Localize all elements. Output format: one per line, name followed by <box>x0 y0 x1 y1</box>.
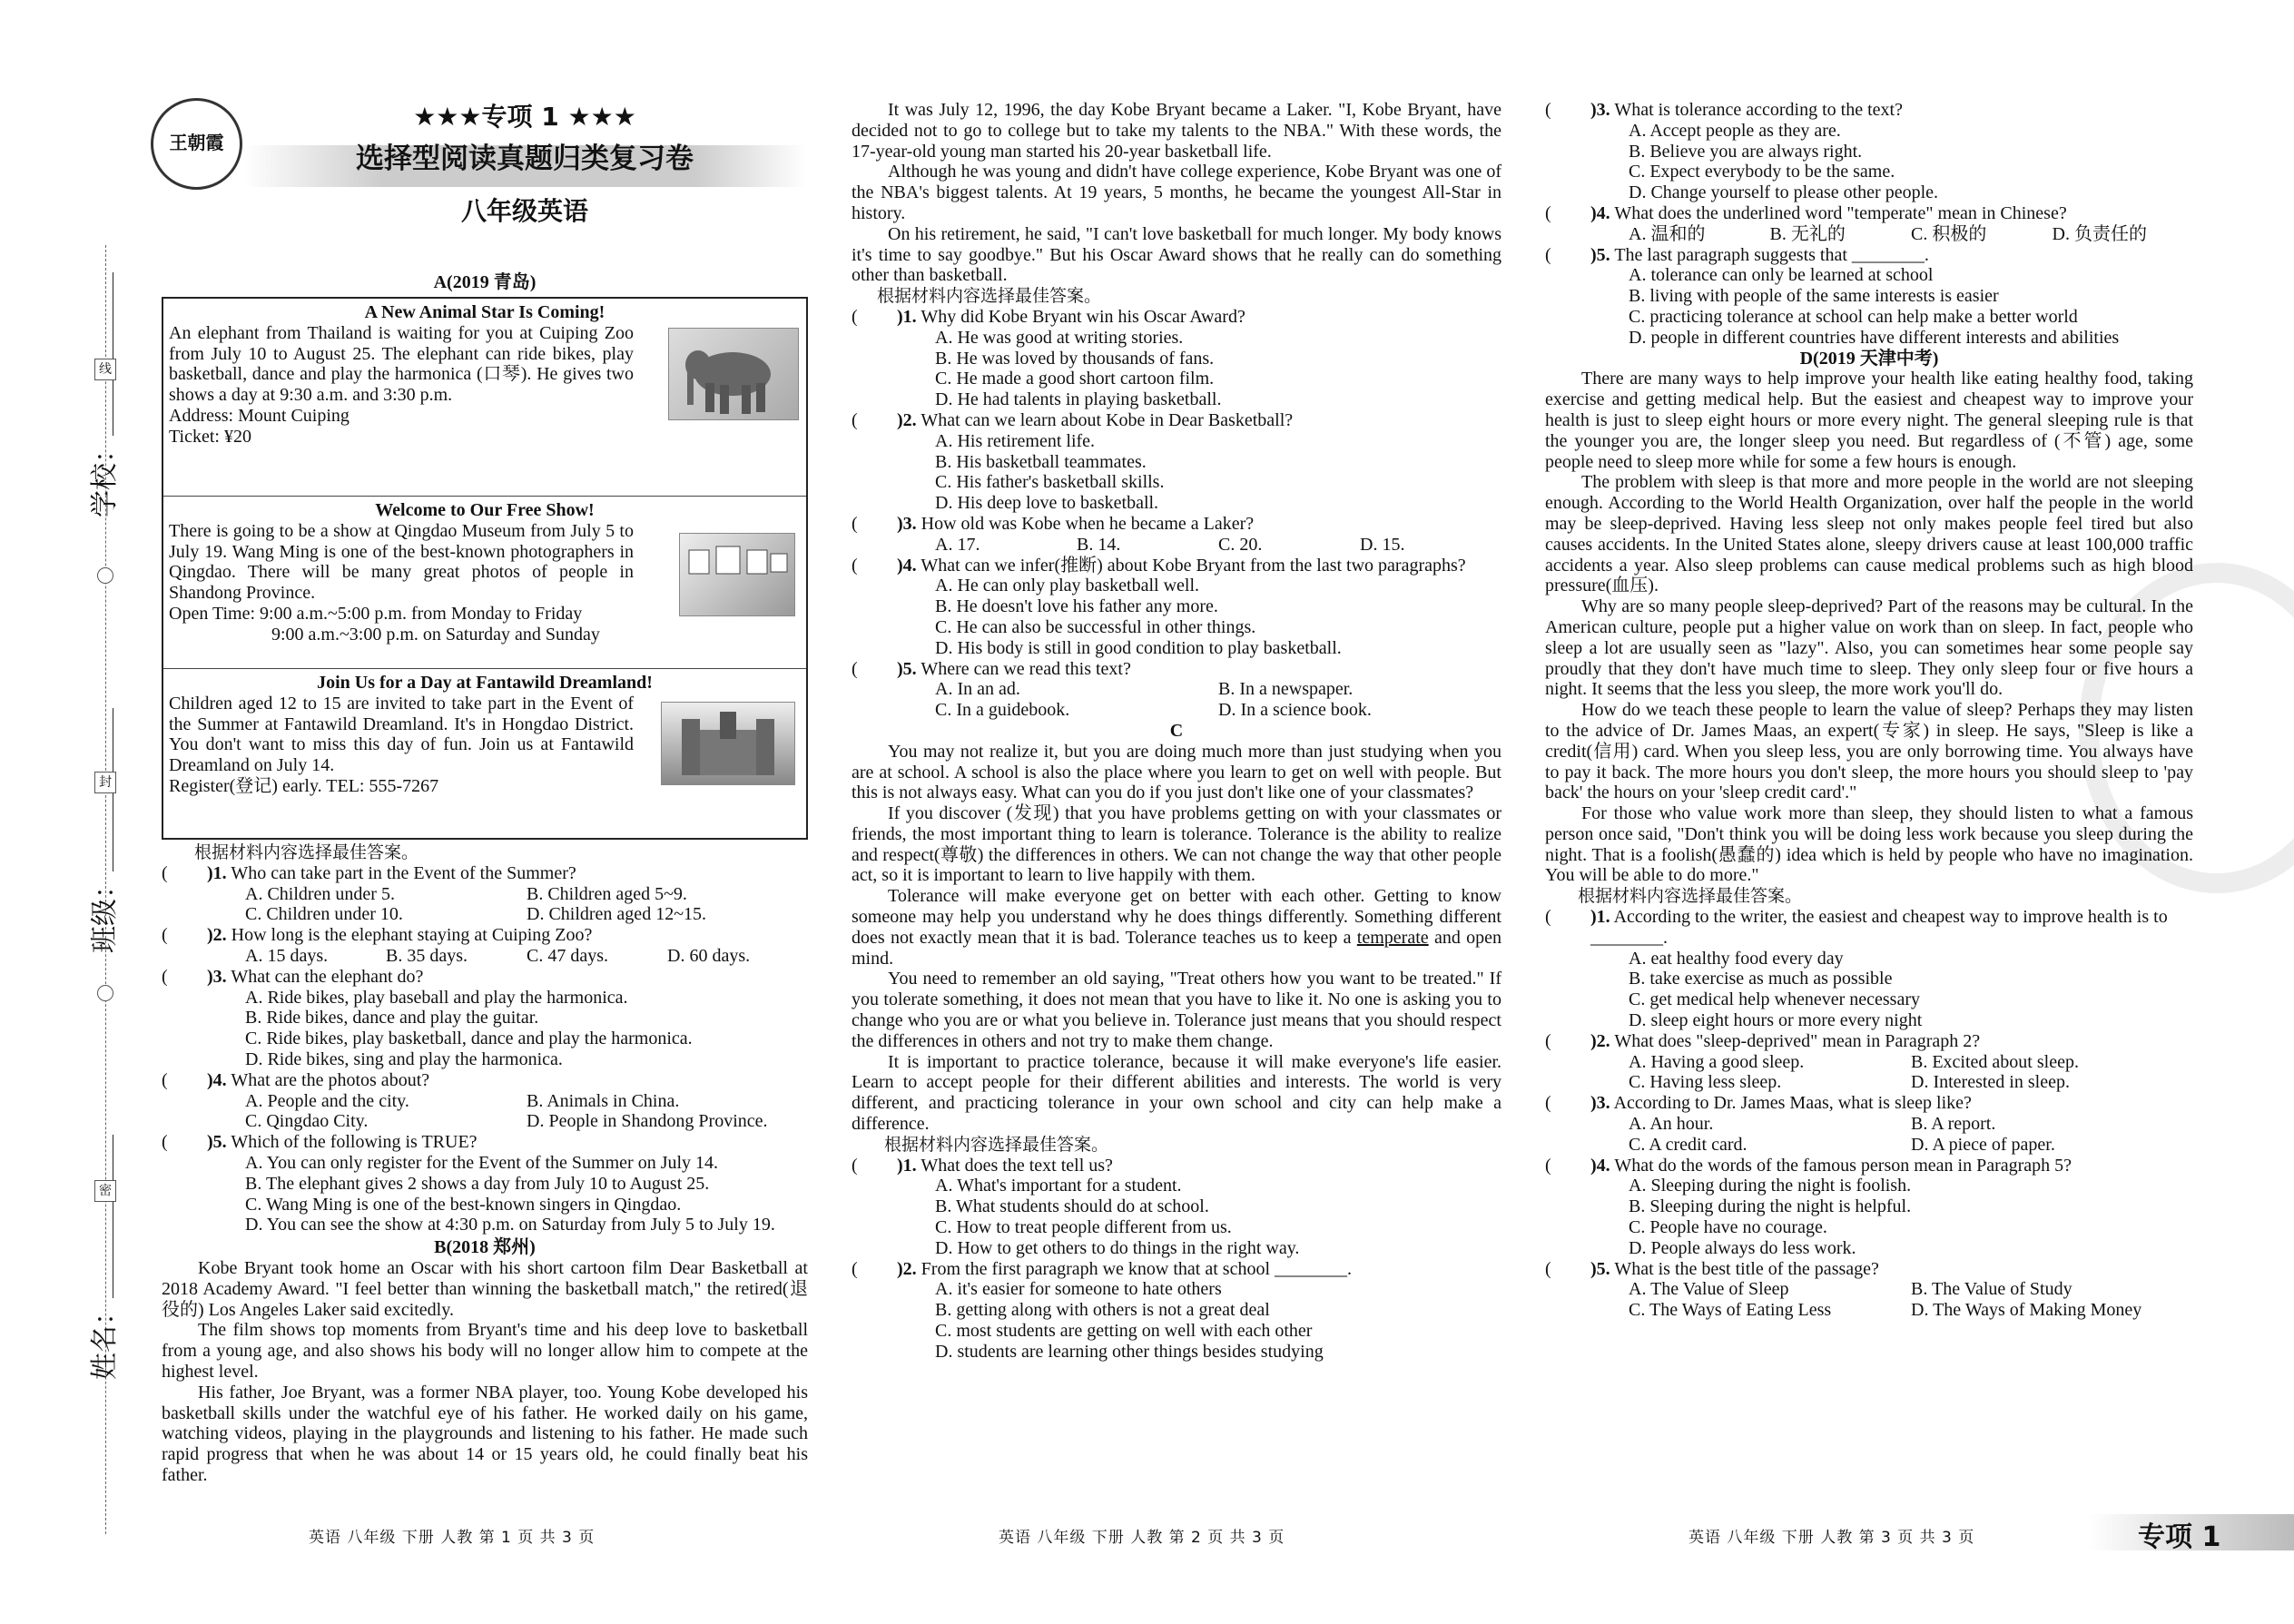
option: D. In a science book. <box>1218 700 1372 721</box>
option: C. Having less sleep. <box>1629 1072 1782 1093</box>
question-list <box>162 863 808 1235</box>
name-label: 姓名： <box>82 1135 122 1380</box>
answer-blank[interactable]: ( <box>852 513 858 534</box>
option: C. Wang Ming is one of the best-known singers in Qingdao. <box>245 1194 682 1215</box>
option: D. 负责任的 <box>2052 223 2147 244</box>
footer-tag: 专项 1 <box>2138 1521 2221 1553</box>
question-number: )3. <box>1590 1093 1610 1114</box>
hole-icon <box>97 985 113 1001</box>
question-text: What does "sleep-deprived" mean in Paragraph 2? <box>1614 1030 1981 1051</box>
question <box>162 863 808 925</box>
question-list <box>852 1156 1501 1363</box>
paragraph: His father, Joe Bryant, was a former NBA player, too. Young Kobe developed his basketball skills under the watchful eye of his father. He worked daily on his game, watching videos, playing in the playgrounds and listening to his father. He made such rapid progress that when he was about 14 or 15 years old, he could finally beat his father. <box>162 1382 808 1485</box>
option: D. His deep love to basketball. <box>935 493 1159 514</box>
question-number: )2. <box>1590 1030 1610 1051</box>
answer-blank[interactable]: ( <box>1545 244 1551 265</box>
question-list <box>1545 907 2193 1321</box>
option: A. Sleeping during the night is foolish. <box>1629 1176 1912 1196</box>
paragraph: It was July 12, 1996, the day Kobe Bryant became a Laker. "I, Kobe Bryant, have decided not to go to college but to take my talents to the NBA." With these words, the 17-year-old young man started his 20-year basketball life. <box>852 100 1501 162</box>
option: D. 15. <box>1360 534 1405 555</box>
question-text: What can we infer(推断) about Kobe Bryant from the last two paragraphs? <box>921 555 1466 576</box>
question-number: )2. <box>897 409 917 430</box>
ad-body: Children aged 12 to 15 are invited to take part in the Event of the Summer at Fantawild Dreamland. It's in Hongdao District. You don't want to miss this day of fun. Join us at Fantawild Dreamland on July 14. <box>169 693 634 776</box>
ads-box <box>162 297 808 840</box>
question-text: From the first paragraph we know that at school ________. <box>921 1258 1353 1279</box>
option: C. He can also be successful in other things. <box>935 616 1256 637</box>
question-number: )5. <box>1590 1258 1610 1279</box>
question-stem <box>162 1132 808 1153</box>
question <box>852 514 1501 556</box>
question-text: What is the best title of the passage? <box>1614 1258 1879 1279</box>
question-number: )1. <box>897 306 917 327</box>
question-list <box>852 307 1501 721</box>
question-text: According to Dr. James Maas, what is sleep like? <box>1613 1093 1972 1114</box>
option: B. 无礼的 <box>1769 223 1846 244</box>
question-text: What does the text tell us? <box>921 1155 1113 1176</box>
underlined-word: temperate <box>1356 927 1429 948</box>
ad-open-time: 9:00 a.m.~3:00 p.m. on Saturday and Sunday <box>271 624 600 645</box>
question-text: What can the elephant do? <box>231 966 424 987</box>
answer-blank[interactable]: ( <box>852 1155 858 1176</box>
option: B. Excited about sleep. <box>1911 1051 2079 1072</box>
option: B. Ride bikes, dance and play the guitar. <box>245 1008 539 1029</box>
ad-address: Address: Mount Cuiping <box>169 405 350 426</box>
option: D. People in Shandong Province. <box>527 1111 768 1132</box>
option: C. He made a good short cartoon film. <box>935 369 1215 389</box>
instruction: 根据材料内容选择最佳答案。 <box>884 1134 1109 1155</box>
paragraph: If you discover (发现) that you have problems getting on with your classmates or friends, the most important thing to learn is tolerance. Tolerance is the ability to realize and respect(尊敬) the differences in others. We can not change the way that other people act, so it is important to learn to live happily with them. <box>852 803 1501 886</box>
question-stem <box>162 863 808 884</box>
option: B. living with people of the same interests is easier <box>1629 286 1999 307</box>
question-stem <box>1545 203 2193 224</box>
answer-blank[interactable]: ( <box>1545 1093 1551 1114</box>
option: D. Change yourself to please other people. <box>1629 182 1939 203</box>
option: C. Qingdao City. <box>245 1111 369 1132</box>
ad-register: Register(登记) early. TEL: 555-7267 <box>169 775 439 796</box>
section-heading: A(2019 青岛) <box>433 272 537 292</box>
page-footer: 英语 八年级 下册 人教 第 2 页 共 3 页 <box>999 1529 1285 1547</box>
elephant-photo <box>668 328 799 420</box>
ad-show <box>163 497 806 669</box>
answer-blank[interactable]: ( <box>852 1258 858 1279</box>
answer-blank[interactable]: ( <box>1545 202 1551 223</box>
question-stem <box>852 1156 1501 1176</box>
answer-blank[interactable]: ( <box>852 555 858 576</box>
option: A. His retirement life. <box>935 430 1096 451</box>
answer-blank[interactable]: ( <box>162 862 168 883</box>
question-number: )5. <box>207 1132 227 1153</box>
question-text: Why did Kobe Bryant win his Oscar Award? <box>921 306 1245 327</box>
answer-blank[interactable]: ( <box>162 1069 168 1090</box>
series-label: ★★★专项 1 ★★★ <box>413 102 636 132</box>
answer-blank[interactable]: ( <box>1545 1258 1551 1279</box>
column-3 <box>1545 0 2193 1624</box>
option: C. 47 days. <box>527 945 608 966</box>
option: B. He was loved by thousands of fans. <box>935 348 1215 369</box>
option: D. You can see the show at 4:30 p.m. on Saturday from July 5 to July 19. <box>245 1215 775 1235</box>
ad-body: There is going to be a show at Qingdao Museum from July 5 to July 19. Wang Ming is one of the best-known photographers in Qingdao. There will be many great photos of people in Shandong Province. <box>169 520 634 604</box>
option: C. The Ways of Eating Less <box>1629 1300 1832 1321</box>
column-1 <box>162 0 808 1624</box>
question-stem <box>162 925 808 946</box>
page-title: 选择型阅读真题归类复习卷 <box>356 143 694 175</box>
option: A. The Value of Sleep <box>1629 1279 1789 1300</box>
question-number: )4. <box>1590 1155 1610 1176</box>
option: A. An hour. <box>1629 1114 1714 1135</box>
question <box>852 556 1501 659</box>
question-stem <box>852 556 1501 576</box>
option: B. 14. <box>1077 534 1121 555</box>
question-number: )4. <box>207 1069 227 1090</box>
option: D. His body is still in good condition to play basketball. <box>935 637 1342 658</box>
question <box>852 410 1501 514</box>
question-text: Which of the following is TRUE? <box>231 1132 478 1153</box>
option: D. Children aged 12~15. <box>527 904 707 925</box>
paragraph: How do we teach these people to learn the value of sleep? Perhaps they may listen to the advice of Dr. James Maas, an expert(专家) in sleep. He says, "Sleep is like a credit(信用) card. When you sleep less, you are only borrowing time. You always have to pay it back. The more hours you don't sleep, the more hours you should sleep to 'pay back' the hours on your 'sleep credit card'." <box>1545 700 2193 803</box>
option: C. Children under 10. <box>245 904 403 925</box>
option: C. get medical help whenever necessary <box>1629 989 1920 1010</box>
question <box>1545 1031 2193 1093</box>
option: C. People have no courage. <box>1629 1217 1827 1238</box>
question-stem <box>1545 907 2193 949</box>
option: B. His basketball teammates. <box>935 451 1147 472</box>
question-number: )3. <box>207 966 227 987</box>
option: C. Expect everybody to be the same. <box>1629 162 1895 182</box>
answer-blank[interactable]: ( <box>162 1132 168 1153</box>
question <box>1545 1093 2193 1155</box>
question-stem <box>1545 100 2193 121</box>
school-label: 学校： <box>82 272 122 517</box>
paragraph: Why are so many people sleep-deprived? Part of the reasons may be cultural. In the American culture, people put a higher value on work than on sleep. In fact, people who sleep a lot are usually seen as "lazy". Also, you can sometimes hear some people say proudly that they don't have much time to sleep. They only sleep four or five hours a night. It seems that the less you sleep, the more work you'll do. <box>1545 596 2193 700</box>
option: B. A report. <box>1911 1114 1996 1135</box>
option: A. Accept people as they are. <box>1629 120 1841 141</box>
question-stem <box>1545 245 2193 266</box>
option: B. Animals in China. <box>527 1090 680 1111</box>
option: C. Ride bikes, play basketball, dance and play the harmonica. <box>245 1029 693 1049</box>
question-list <box>1545 100 2193 349</box>
question <box>162 1070 808 1132</box>
page-footer: 英语 八年级 下册 人教 第 1 页 共 3 页 <box>309 1529 596 1547</box>
question <box>1545 1156 2193 1259</box>
paragraph: It is important to practice tolerance, because it will make everyone's life easier. Learn to accept people for their different abilities and interests. The world is very different, and practicing tolerance in your own school and city can help make a difference. <box>852 1051 1501 1135</box>
option: A. He was good at writing stories. <box>935 327 1184 348</box>
question-number: )3. <box>1590 100 1610 120</box>
question-stem <box>1545 1156 2193 1176</box>
class-label: 班级： <box>82 708 122 953</box>
question-number: )3. <box>897 513 917 534</box>
hole-icon <box>97 567 113 584</box>
logo: 王朝霞 <box>151 98 242 190</box>
option: A. You can only register for the Event of the Summer on July 14. <box>245 1152 719 1173</box>
option: A. 15 days. <box>245 945 329 966</box>
option: D. sleep eight hours or more every night <box>1629 1010 1923 1031</box>
instruction: 根据材料内容选择最佳答案。 <box>1578 886 1803 907</box>
option: B. He doesn't love his father any more. <box>935 596 1218 617</box>
question <box>1545 907 2193 1031</box>
ad-ticket: Ticket: ¥20 <box>169 426 251 447</box>
binding-margin <box>54 218 163 1525</box>
question <box>1545 245 2193 349</box>
ad-title: Join Us for a Day at Fantawild Dreamland! <box>317 673 653 693</box>
paragraph: Although he was young and didn't have college experience, Kobe Bryant was one of the NBA's biggest talents. At 19 years, 5 months, he became the youngest All-Star in history. <box>852 162 1501 223</box>
option: D. Interested in sleep. <box>1911 1072 2070 1093</box>
paragraph: There are many ways to help improve your health like eating healthy food, taking exercise and getting medical help. But the easiest and cheapest way to improve your health is just to sleep eight hours or more every night. The general sleeping rule is that the younger you are, the longer sleep you need. But regardless of (不管) age, some people need to sleep more while for some a few hours is enough. <box>1545 369 2193 472</box>
seal-mark: 封 <box>94 772 116 793</box>
question-text: What is tolerance according to the text? <box>1614 100 1903 120</box>
option: B. The elephant gives 2 shows a day from July 10 to August 25. <box>245 1173 710 1194</box>
option: D. People always do less work. <box>1629 1237 1856 1258</box>
question <box>852 1156 1501 1259</box>
question-number: )1. <box>1590 907 1610 928</box>
option: C. practicing tolerance at school can help make a better world <box>1629 306 2078 327</box>
option: C. His father's basketball skills. <box>935 472 1165 493</box>
paragraph: The problem with sleep is that more and more people in the world are not sleeping enough. According to the World Health Organization, over half the people in the world may be sleep-deprived. Having less sleep not only makes people feel tired but also causes accidents. In the United States alone, sleepy drivers cause at least 100,000 traffic accidents a year. Also sleep problems can cause medical problems such as high blood pressure(血压). <box>1545 472 2193 596</box>
ad-dreamland <box>163 669 806 838</box>
answer-blank[interactable]: ( <box>852 306 858 327</box>
option: D. people in different countries have different interests and abilities <box>1629 327 2120 348</box>
question-stem <box>162 967 808 988</box>
option: D. The Ways of Making Money <box>1911 1300 2142 1321</box>
option: D. How to get others to do things in the right way. <box>935 1237 1300 1258</box>
paragraph: The film shows top moments from Bryant's time and his deep love to basketball from a young age, and also shows his body will no longer allow him to compete at the highest level. <box>162 1320 808 1382</box>
answer-blank[interactable]: ( <box>162 925 168 946</box>
option: B. What students should do at school. <box>935 1196 1209 1217</box>
question <box>852 1259 1501 1363</box>
option: D. He had talents in playing basketball. <box>935 389 1222 410</box>
question <box>162 1132 808 1235</box>
page-subtitle: 八年级英语 <box>460 196 588 226</box>
option: C. 积极的 <box>1911 223 1987 244</box>
ad-title: Welcome to Our Free Show! <box>375 500 595 520</box>
question-number: )2. <box>207 925 227 946</box>
secret-mark: 密 <box>94 1180 116 1202</box>
answer-blank[interactable]: ( <box>1545 1155 1551 1176</box>
ad-title: A New Animal Star Is Coming! <box>364 302 605 322</box>
option: A. Having a good sleep. <box>1629 1051 1805 1072</box>
section-heading: D(2019 天津中考) <box>1799 348 1939 369</box>
ad-body: An elephant from Thailand is waiting for you at Cuiping Zoo from July 10 to August 25. The elephant can ride bikes, play basketball, dance and play the harmonica (口琴). He gives two shows a day at 9:30 a.m. and 3:30 p.m. <box>169 322 634 406</box>
paragraph: Kobe Bryant took home an Oscar with his short cartoon film Dear Basketball at 2018 Academy Award. "I feel better than winning the basketball match," the retired(退役的) Los Angeles Laker said excitedly. <box>162 1257 808 1320</box>
answer-blank[interactable]: ( <box>852 409 858 430</box>
option: C. A credit card. <box>1629 1134 1748 1155</box>
column-2 <box>852 0 1501 1624</box>
option: C. In a guidebook. <box>935 700 1070 721</box>
ad-elephant <box>163 299 806 497</box>
option: B. Believe you are always right. <box>1629 141 1863 162</box>
question-number: )4. <box>1590 202 1610 223</box>
question-stem <box>1545 1093 2193 1114</box>
question-text: What can we learn about Kobe in Dear Basketball? <box>921 409 1294 430</box>
text: and open mind. <box>852 927 1501 969</box>
option: A. 17. <box>935 534 980 555</box>
question <box>162 925 808 967</box>
question-stem <box>852 1259 1501 1280</box>
option: B. Children aged 5~9. <box>527 883 687 904</box>
question <box>1545 203 2193 245</box>
option: D. Ride bikes, sing and play the harmonica. <box>245 1048 563 1069</box>
page-footer: 英语 八年级 下册 人教 第 3 页 共 3 页 <box>1689 1529 1975 1547</box>
instruction: 根据材料内容选择最佳答案。 <box>194 842 419 862</box>
question <box>852 659 1501 721</box>
option: B. take exercise as much as possible <box>1629 969 1893 989</box>
question <box>1545 1259 2193 1321</box>
question-text: Who can take part in the Event of the Summer? <box>231 862 576 883</box>
option: A. tolerance can only be learned at school <box>1629 265 1934 286</box>
section-heading: C <box>1169 720 1184 741</box>
question-number: )2. <box>897 1258 917 1279</box>
option: A. People and the city. <box>245 1090 409 1111</box>
option: B. getting along with others is not a great deal <box>935 1300 1270 1321</box>
option: A. He can only play basketball well. <box>935 576 1200 596</box>
museum-photo <box>679 533 795 616</box>
paragraph: You may not realize it, but you are doing much more than just studying when you are at school. A school is also the place where you learn to get on well with people. But this is not always easy. What can you do if you just don't like one of your classmates? <box>852 741 1501 803</box>
text: Tolerance will make everyone get on better with each other. Getting to know someone may help you understand why he does things differently. Something different does not exactly mean that it is bad. Tolerance teaches us to keep a <box>852 886 1501 948</box>
option: D. students are learning other things besides studying <box>935 1341 1324 1362</box>
paragraph <box>852 886 1501 969</box>
castle-photo <box>661 702 795 785</box>
instruction: 根据材料内容选择最佳答案。 <box>877 286 1102 307</box>
question-stem <box>1545 1259 2193 1280</box>
option: B. Sleeping during the night is helpful. <box>1629 1196 1912 1217</box>
question-text: How long is the elephant staying at Cuiping Zoo? <box>231 925 593 946</box>
question-stem <box>852 307 1501 328</box>
option: C. 20. <box>1218 534 1263 555</box>
question-stem <box>852 659 1501 680</box>
question <box>852 307 1501 410</box>
answer-blank[interactable]: ( <box>852 658 858 679</box>
question-number: )1. <box>207 862 227 883</box>
question-stem <box>852 410 1501 431</box>
option: A. Ride bikes, play baseball and play the harmonica. <box>245 987 628 1008</box>
question-text: How old was Kobe when he became a Laker? <box>921 513 1255 534</box>
paragraph: On his retirement, he said, "I can't love basketball for much longer. My body knows it's time to say goodbye." But his Oscar Award shows that he really can do something other than basketball. <box>852 223 1501 286</box>
question <box>1545 100 2193 203</box>
section-heading: B(2018 郑州) <box>434 1237 536 1258</box>
question-stem <box>1545 1031 2193 1052</box>
question-number: )1. <box>897 1155 917 1176</box>
option: A. eat healthy food every day <box>1629 948 1844 969</box>
paragraph: For those who value work more than sleep, they should listen to what a famous person once said, "Don't think you will be doing less work because you sleep during the night. That is a foolish(愚蠢的) idea which is held by people who have no imagination. You will be able to do more." <box>1545 803 2193 886</box>
question-text: What are the photos about? <box>231 1069 430 1090</box>
answer-blank[interactable]: ( <box>1545 100 1551 120</box>
option: C. most students are getting on well with each other <box>935 1321 1313 1342</box>
question-text: Where can we read this text? <box>921 658 1131 679</box>
option: A. Children under 5. <box>245 883 395 904</box>
ad-open-time: Open Time: 9:00 a.m.~5:00 p.m. from Monday to Friday <box>169 603 583 624</box>
question-text: What does the underlined word "temperate" mean in Chinese? <box>1614 202 2067 223</box>
option: A. What's important for a student. <box>935 1176 1182 1196</box>
question <box>162 967 808 1070</box>
question-number: )4. <box>897 555 917 576</box>
option: A. In an ad. <box>935 679 1020 700</box>
seal-line-mark: 线 <box>94 359 116 380</box>
option: B. The Value of Study <box>1911 1279 2072 1300</box>
option: A. it's easier for someone to hate others <box>935 1279 1222 1300</box>
question-text: What do the words of the famous person mean in Paragraph 5? <box>1614 1155 2072 1176</box>
answer-blank[interactable]: ( <box>1545 907 1551 928</box>
option: B. 35 days. <box>386 945 468 966</box>
question-text: The last paragraph suggests that ________. <box>1614 244 1929 265</box>
paragraph: You need to remember an old saying, "Treat others how you want to be treated." If you tolerate something, it does not mean that you have to like it. No one is asking you to change who you are or what you believe in. Tolerance just means that you should respect the differences in others and not try to make them change. <box>852 969 1501 1051</box>
answer-blank[interactable]: ( <box>162 966 168 987</box>
option: D. A piece of paper. <box>1911 1134 2055 1155</box>
answer-blank[interactable]: ( <box>1545 1030 1551 1051</box>
question-number: )5. <box>1590 244 1610 265</box>
option: C. How to treat people different from us. <box>935 1217 1232 1238</box>
option: D. 60 days. <box>667 945 751 966</box>
question-stem <box>852 514 1501 535</box>
question-stem <box>162 1070 808 1091</box>
question-number: )5. <box>897 658 917 679</box>
option: A. 温和的 <box>1629 223 1706 244</box>
option: B. In a newspaper. <box>1218 679 1354 700</box>
question-text: According to the writer, the easiest and cheapest way to improve health is to ________. <box>1590 907 2168 948</box>
